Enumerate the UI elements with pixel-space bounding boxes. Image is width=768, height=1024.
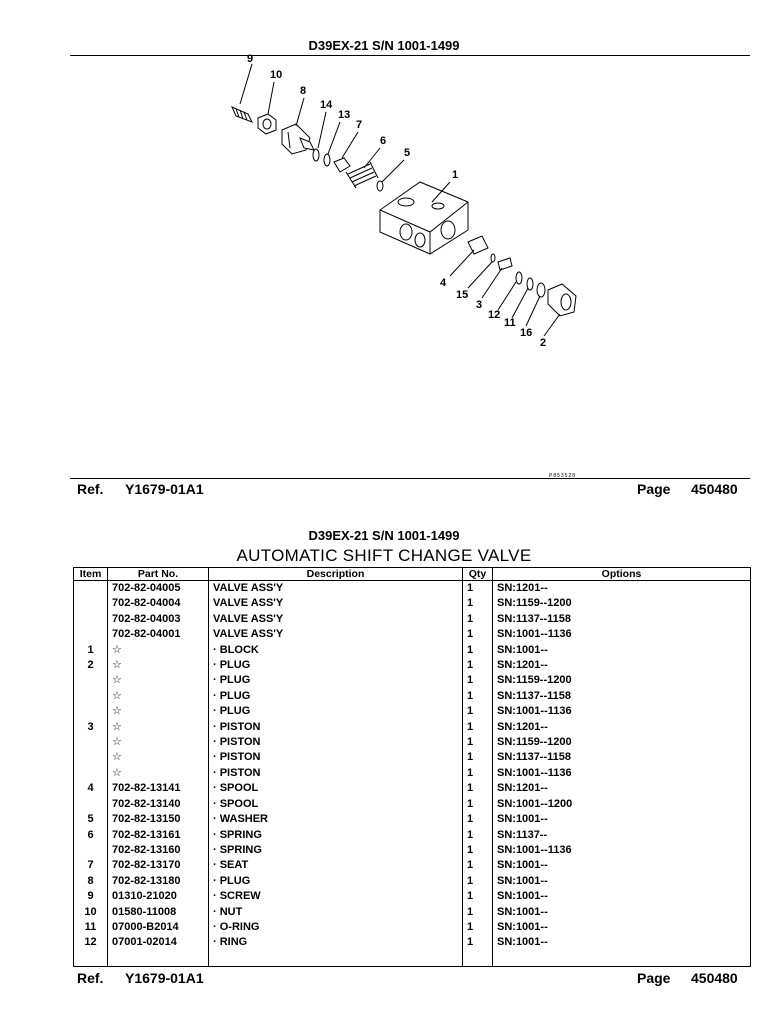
cell-part-no: 01580-11008: [108, 905, 209, 920]
cell-part-no: 702-82-13141: [108, 781, 209, 796]
cell-item: [74, 797, 108, 812]
table-row: [74, 858, 751, 873]
table-header-row: [74, 568, 751, 581]
table-row: [74, 596, 751, 611]
callout-label: 7: [356, 119, 363, 131]
cell-description: · SPOOL: [209, 781, 463, 796]
cell-description: [209, 951, 463, 967]
cell-qty: 1: [463, 596, 493, 611]
header-qty: Qty: [463, 568, 493, 581]
cell-part-no: 01310-21020: [108, 889, 209, 904]
cell-qty: 1: [463, 750, 493, 765]
table-row: [74, 935, 751, 950]
cell-options: SN:1137--1158: [493, 612, 751, 627]
cell-item: 2: [74, 658, 108, 673]
cell-options: SN:1001--1136: [493, 627, 751, 642]
header-part-no: Part No.: [108, 568, 209, 581]
cell-item: [74, 673, 108, 688]
callout-label: 15: [456, 289, 469, 301]
table-row: [74, 905, 751, 920]
cell-qty: 1: [463, 874, 493, 889]
cell-description: · SPRING: [209, 843, 463, 858]
cell-qty: [463, 951, 493, 967]
callout-label: 12: [488, 309, 501, 321]
cell-options: SN:1001--1136: [493, 766, 751, 781]
cell-item: 9: [74, 889, 108, 904]
cell-item: [74, 612, 108, 627]
cell-part-no: ☆: [108, 720, 209, 735]
table-row: [74, 673, 751, 688]
cell-part-no: ☆: [108, 766, 209, 781]
cell-options: SN:1001--: [493, 905, 751, 920]
cell-qty: 1: [463, 735, 493, 750]
cell-description: · SPRING: [209, 828, 463, 843]
callout-label: 9: [247, 53, 254, 65]
part-block-1: [380, 182, 468, 254]
ref-label: Ref.: [77, 970, 104, 986]
cell-description: · PISTON: [209, 720, 463, 735]
table-row: [74, 627, 751, 642]
callout-label: 10: [270, 69, 283, 81]
part-spool-4: [468, 236, 488, 254]
cell-options: SN:1001--: [493, 889, 751, 904]
cell-qty: 1: [463, 704, 493, 719]
cell-item: 7: [74, 858, 108, 873]
cell-description: · PISTON: [209, 750, 463, 765]
cell-item: [74, 596, 108, 611]
cell-qty: 1: [463, 797, 493, 812]
callout-label: 11: [504, 317, 516, 329]
cell-part-no: ☆: [108, 750, 209, 765]
table-row: [74, 766, 751, 781]
ref-number: Y1679-01A1: [125, 481, 204, 497]
cell-item: [74, 581, 108, 597]
cell-part-no: [108, 951, 209, 967]
cell-description: · PLUG: [209, 874, 463, 889]
part-nut-10: [258, 114, 276, 134]
figure-code: P853528: [549, 473, 577, 479]
cell-options: SN:1001--: [493, 812, 751, 827]
page-number: 450480: [691, 970, 738, 986]
part-ring-13: [324, 154, 330, 166]
cell-description: VALVE ASS'Y: [209, 596, 463, 611]
cell-description: VALVE ASS'Y: [209, 581, 463, 597]
cell-description: · PLUG: [209, 658, 463, 673]
cell-qty: 1: [463, 781, 493, 796]
cell-part-no: ☆: [108, 689, 209, 704]
part-screw-9: [232, 107, 252, 122]
cell-options: SN:1001--: [493, 920, 751, 935]
cell-qty: 1: [463, 627, 493, 642]
cell-item: [74, 704, 108, 719]
part-plug-8: [282, 124, 314, 154]
table-row: [74, 889, 751, 904]
ref-number: Y1679-01A1: [125, 970, 204, 986]
cell-description: · NUT: [209, 905, 463, 920]
cell-part-no: 07000-B2014: [108, 920, 209, 935]
cell-item: [74, 750, 108, 765]
cell-options: SN:1001--: [493, 935, 751, 950]
cell-description: · WASHER: [209, 812, 463, 827]
cell-description: VALVE ASS'Y: [209, 612, 463, 627]
cell-part-no: ☆: [108, 658, 209, 673]
cell-part-no: 702-82-13140: [108, 797, 209, 812]
cell-options: SN:1137--1158: [493, 750, 751, 765]
cell-qty: 1: [463, 720, 493, 735]
cell-part-no: 702-82-13160: [108, 843, 209, 858]
cell-description: · PLUG: [209, 689, 463, 704]
cell-qty: 1: [463, 689, 493, 704]
cell-part-no: 702-82-13180: [108, 874, 209, 889]
cell-description: · BLOCK: [209, 643, 463, 658]
table-row: [74, 689, 751, 704]
cell-item: 3: [74, 720, 108, 735]
cell-part-no: ☆: [108, 673, 209, 688]
table-row: [74, 812, 751, 827]
page-label: Page: [637, 970, 671, 986]
cell-item: 5: [74, 812, 108, 827]
part-ring-15: [491, 254, 495, 262]
cell-item: [74, 843, 108, 858]
table-row: [74, 612, 751, 627]
table-row: [74, 874, 751, 889]
cell-options: SN:1001--: [493, 858, 751, 873]
cell-options: SN:1201--: [493, 781, 751, 796]
part-plug-2: [548, 284, 576, 316]
cell-qty: 1: [463, 612, 493, 627]
table-row: [74, 797, 751, 812]
callout-label: 13: [338, 109, 351, 121]
table-row: [74, 951, 751, 967]
cell-qty: 1: [463, 843, 493, 858]
cell-description: · O-RING: [209, 920, 463, 935]
cell-description: · PLUG: [209, 704, 463, 719]
cell-options: SN:1159--1200: [493, 735, 751, 750]
part-ring-16: [537, 283, 545, 297]
callout-label: 2: [540, 337, 547, 349]
ref-label: Ref.: [77, 481, 104, 497]
cell-qty: 1: [463, 905, 493, 920]
footer-rule-top: [70, 478, 750, 479]
cell-item: [74, 766, 108, 781]
cell-options: SN:1001--1200: [493, 797, 751, 812]
cell-options: SN:1201--: [493, 720, 751, 735]
cell-part-no: 702-82-04001: [108, 627, 209, 642]
page-number: 450480: [691, 481, 738, 497]
cell-qty: 1: [463, 858, 493, 873]
cell-qty: 1: [463, 643, 493, 658]
page-title-top: D39EX-21 S/N 1001-1499: [308, 38, 460, 53]
table-row: [74, 843, 751, 858]
part-piston-3: [498, 258, 512, 270]
cell-qty: 1: [463, 828, 493, 843]
cell-options: SN:1201--: [493, 581, 751, 597]
cell-item: 10: [74, 905, 108, 920]
page-title-bottom: D39EX-21 S/N 1001-1499: [308, 528, 460, 543]
table-row: [74, 581, 751, 597]
cell-part-no: 702-82-04005: [108, 581, 209, 597]
callout-label: 14: [320, 99, 333, 111]
table-row: [74, 781, 751, 796]
callout-label: 16: [520, 327, 533, 339]
cell-options: SN:1137--1158: [493, 689, 751, 704]
cell-description: · SCREW: [209, 889, 463, 904]
cell-description: · SPOOL: [209, 797, 463, 812]
cell-description: · PLUG: [209, 673, 463, 688]
section-title: AUTOMATIC SHIFT CHANGE VALVE: [236, 546, 532, 565]
cell-qty: 1: [463, 581, 493, 597]
cell-item: 1: [74, 643, 108, 658]
cell-options: SN:1001--: [493, 643, 751, 658]
cell-description: VALVE ASS'Y: [209, 627, 463, 642]
cell-part-no: 702-82-13170: [108, 858, 209, 873]
part-washer-5: [377, 181, 383, 191]
table-row: [74, 658, 751, 673]
table-row: [74, 920, 751, 935]
cell-options: SN:1137--: [493, 828, 751, 843]
cell-part-no: 702-82-04003: [108, 612, 209, 627]
table-row: [74, 828, 751, 843]
header-options: Options: [493, 568, 751, 581]
callout-label: 8: [300, 85, 307, 97]
cell-item: [74, 735, 108, 750]
cell-item: [74, 689, 108, 704]
cell-options: SN:1001--: [493, 874, 751, 889]
callout-label: 4: [440, 277, 447, 289]
parts-table: [73, 567, 751, 967]
exploded-parts-diagram: [210, 52, 580, 372]
cell-item: [74, 951, 108, 967]
cell-item: [74, 627, 108, 642]
cell-qty: 1: [463, 812, 493, 827]
cell-part-no: ☆: [108, 735, 209, 750]
cell-qty: 1: [463, 935, 493, 950]
cell-description: · RING: [209, 935, 463, 950]
cell-description: · SEAT: [209, 858, 463, 873]
callout-label: 3: [476, 299, 483, 311]
header-item: Item: [74, 568, 108, 581]
part-spring-6: [346, 162, 378, 188]
cell-part-no: ☆: [108, 704, 209, 719]
table-row: [74, 720, 751, 735]
cell-part-no: 702-82-13150: [108, 812, 209, 827]
cell-description: · PISTON: [209, 766, 463, 781]
cell-qty: 1: [463, 920, 493, 935]
callout-label: 6: [380, 135, 387, 147]
cell-options: SN:1159--1200: [493, 673, 751, 688]
cell-part-no: 702-82-13161: [108, 828, 209, 843]
cell-part-no: 702-82-04004: [108, 596, 209, 611]
page-label: Page: [637, 481, 671, 497]
table-row: [74, 643, 751, 658]
cell-item: 12: [74, 935, 108, 950]
callout-label: 1: [452, 169, 459, 181]
cell-options: SN:1001--1136: [493, 843, 751, 858]
cell-item: 4: [74, 781, 108, 796]
cell-options: [493, 951, 751, 967]
callout-label: 5: [404, 147, 411, 159]
cell-qty: 1: [463, 766, 493, 781]
cell-item: 8: [74, 874, 108, 889]
part-ring-12: [516, 272, 522, 284]
cell-qty: 1: [463, 658, 493, 673]
cell-item: 6: [74, 828, 108, 843]
part-ring-14: [313, 149, 319, 161]
table-row: [74, 735, 751, 750]
part-seat-7: [334, 158, 350, 172]
cell-options: SN:1159--1200: [493, 596, 751, 611]
cell-qty: 1: [463, 889, 493, 904]
header-description: Description: [209, 568, 463, 581]
cell-qty: 1: [463, 673, 493, 688]
cell-options: SN:1201--: [493, 658, 751, 673]
cell-part-no: 07001-02014: [108, 935, 209, 950]
cell-description: · PISTON: [209, 735, 463, 750]
cell-part-no: ☆: [108, 643, 209, 658]
cell-options: SN:1001--1136: [493, 704, 751, 719]
cell-item: 11: [74, 920, 108, 935]
table-row: [74, 750, 751, 765]
table-row: [74, 704, 751, 719]
